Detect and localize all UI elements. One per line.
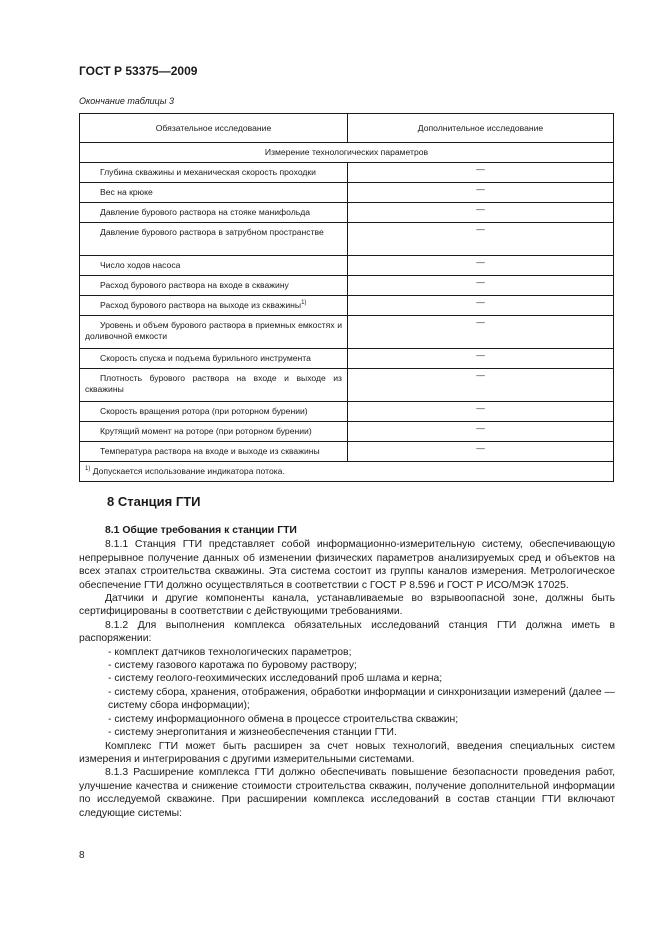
table-row bbox=[80, 223, 614, 256]
list-item: - систему сбора, хранения, отображения, обработки информации и синхронизации измерений (далее — систему сбора информации); bbox=[108, 686, 615, 712]
dash-text: — bbox=[476, 224, 485, 234]
table-row bbox=[80, 442, 614, 462]
list-item: - систему информационного обмена в процессе строительства скважин; bbox=[108, 713, 459, 725]
list-item: - комплект датчиков технологических параметров; bbox=[108, 646, 352, 658]
subsection-title: 8.1 Общие требования к станции ГТИ bbox=[105, 525, 297, 536]
list-8-1-2 bbox=[79, 646, 615, 740]
dash-text: — bbox=[476, 403, 485, 413]
table-row bbox=[80, 402, 614, 422]
footnote-ref: 1) bbox=[301, 300, 307, 307]
required-measurement-cell bbox=[80, 296, 348, 316]
required-measurement-text: Температура раствора на входе и выходе из скважины bbox=[100, 446, 320, 456]
paragraph-8-1-1: 8.1.1 Станция ГТИ представляет собой информационно-измерительную систему, обеспечивающую непрерывное получение данных об изменении физических параметров анализируемых сред и объектов на всех этапах строительства скважины. Эта система состоит из группы каналов измерения. Метрологическое обеспечение ГТИ должно осуществляться в соответствии с ГОСТ Р 8.596 и ГОСТ Р ИСО/МЭК 17025. bbox=[79, 539, 615, 591]
table-row bbox=[80, 256, 614, 276]
footnote-row bbox=[80, 462, 614, 482]
additional-measurement-cell bbox=[348, 402, 614, 422]
list-item: - систему газового каротажа по буровому раствору; bbox=[108, 660, 357, 672]
additional-measurement-cell bbox=[348, 316, 614, 349]
paragraph-8-1-2: 8.1.2 Для выполнения комплекса обязательных исследований станция ГТИ должна иметь в распоряжении: bbox=[79, 619, 615, 645]
dash-text: — bbox=[476, 277, 485, 287]
additional-measurement-cell bbox=[348, 422, 614, 442]
required-measurement-cell bbox=[80, 349, 348, 369]
dash-text: — bbox=[476, 370, 485, 380]
group-heading-row bbox=[80, 143, 614, 163]
list-item: - систему энергопитания и жизнеобеспечения станции ГТИ. bbox=[108, 727, 397, 739]
required-measurement-cell bbox=[80, 163, 348, 183]
document-header: ГОСТ Р 53375—2009 bbox=[79, 64, 198, 78]
additional-measurement-cell bbox=[348, 256, 614, 276]
required-measurement-cell bbox=[80, 223, 348, 256]
dash-text: — bbox=[476, 423, 485, 433]
dash-text: — bbox=[476, 164, 485, 174]
dash-text: — bbox=[476, 297, 485, 307]
required-measurement-text: Расход бурового раствора на выходе из скважины bbox=[100, 300, 302, 310]
table-caption: Окончание таблицы 3 bbox=[79, 96, 174, 106]
section-title: 8 Станция ГТИ bbox=[107, 494, 201, 509]
table-header-row bbox=[80, 114, 614, 143]
required-measurement-cell bbox=[80, 203, 348, 223]
paragraph-sensors: Датчики и другие компоненты канала, устанавливаемые во взрывоопасной зоне, должны быть сертифицированы в соответствии с действующими требованиями. bbox=[79, 593, 615, 618]
additional-measurement-cell bbox=[348, 183, 614, 203]
additional-measurement-cell bbox=[348, 163, 614, 183]
required-measurement-text: Расход бурового раствора на входе в скважину bbox=[100, 280, 289, 290]
table-footnote bbox=[80, 462, 614, 482]
additional-measurement-cell bbox=[348, 276, 614, 296]
footnote-mark: 1) bbox=[85, 466, 91, 473]
required-measurement-cell bbox=[80, 442, 348, 462]
additional-measurement-cell bbox=[348, 203, 614, 223]
footnote-text: Допускается использование индикатора потока. bbox=[90, 466, 285, 476]
col1-header: Обязательное исследование bbox=[80, 114, 348, 143]
paragraph-8-1-3: 8.1.3 Расширение комплекса ГТИ должно обеспечивать повышение безопасности проведения работ, улучшение качества и снижение стоимости строительства скважин, получение дополнительной информации по исследуемой скважине. При расширении комплекса исследований в состав станции ГТИ включают следующие системы: bbox=[79, 767, 615, 819]
required-measurement-text: Уровень и объем бурового раствора в приемных емкостях и доливочной емкости bbox=[85, 320, 342, 341]
required-measurement-text: Давление бурового раствора в затрубном пространстве bbox=[100, 227, 324, 237]
table-row bbox=[80, 163, 614, 183]
required-measurement-text: Глубина скважины и механическая скорость проходки bbox=[100, 167, 316, 177]
table-3 bbox=[79, 113, 614, 482]
table-row bbox=[80, 276, 614, 296]
additional-measurement-cell bbox=[348, 369, 614, 402]
dash-text: — bbox=[476, 184, 485, 194]
required-measurement-text: Крутящий момент на роторе (при роторном бурении) bbox=[100, 426, 312, 436]
required-measurement-cell bbox=[80, 276, 348, 296]
required-measurement-cell bbox=[80, 256, 348, 276]
col2-header: Дополнительное исследование bbox=[348, 114, 614, 143]
table-row bbox=[80, 296, 614, 316]
required-measurement-cell bbox=[80, 422, 348, 442]
required-measurement-text: Число ходов насоса bbox=[100, 260, 181, 270]
required-measurement-text: Вес на крюке bbox=[100, 187, 153, 197]
dash-text: — bbox=[476, 257, 485, 267]
required-measurement-text: Скорость спуска и подъема бурильного инструмента bbox=[100, 353, 311, 363]
table-row bbox=[80, 316, 614, 349]
page-number: 8 bbox=[79, 850, 85, 861]
section-body bbox=[79, 524, 615, 820]
dash-text: — bbox=[476, 443, 485, 453]
dash-text: — bbox=[476, 317, 485, 327]
list-item: - систему геолого-геохимических исследований проб шлама и керна; bbox=[108, 673, 443, 685]
required-measurement-text: Скорость вращения ротора (при роторном бурении) bbox=[100, 406, 308, 416]
required-measurement-cell bbox=[80, 369, 348, 402]
additional-measurement-cell bbox=[348, 349, 614, 369]
required-measurement-cell bbox=[80, 183, 348, 203]
additional-measurement-cell bbox=[348, 296, 614, 316]
required-measurement-cell bbox=[80, 402, 348, 422]
table-row bbox=[80, 349, 614, 369]
paragraph-complex: Комплекс ГТИ может быть расширен за счет новых технологий, введения специальных систем измерения и интегрирования с другими измерительными системами. bbox=[79, 740, 615, 765]
additional-measurement-cell bbox=[348, 442, 614, 462]
table-row bbox=[80, 369, 614, 402]
dash-text: — bbox=[476, 350, 485, 360]
group-heading: Измерение технологических параметров bbox=[80, 143, 614, 163]
table-row bbox=[80, 183, 614, 203]
dash-text: — bbox=[476, 204, 485, 214]
required-measurement-text: Давление бурового раствора на стояке манифольда bbox=[100, 207, 311, 217]
table-row bbox=[80, 422, 614, 442]
table-row bbox=[80, 203, 614, 223]
required-measurement-cell bbox=[80, 316, 348, 349]
additional-measurement-cell bbox=[348, 223, 614, 256]
required-measurement-text: Плотность бурового раствора на входе и выходе из скважины bbox=[85, 373, 342, 394]
